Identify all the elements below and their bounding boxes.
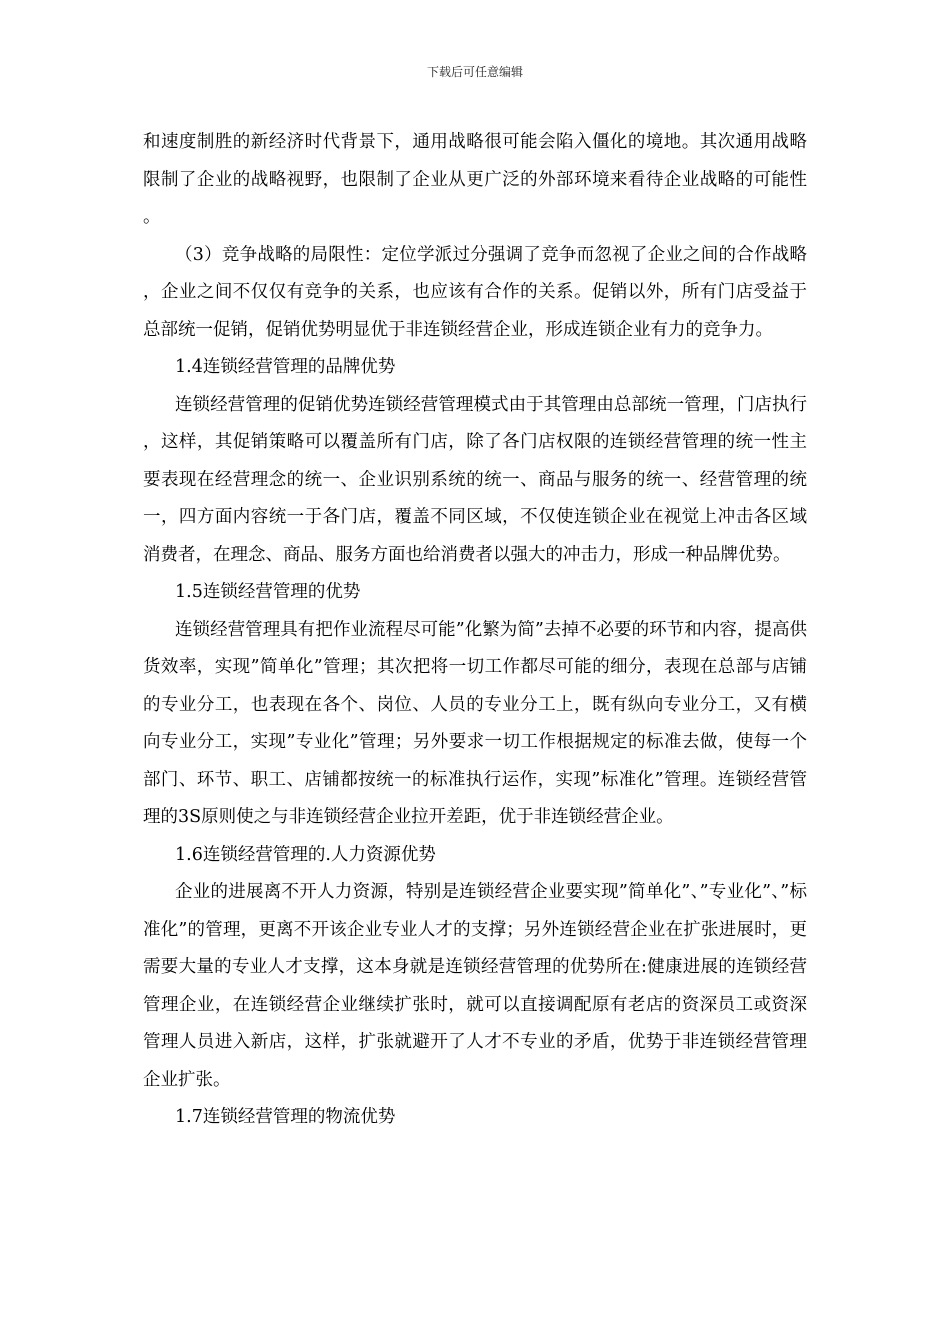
section-heading-1-7: 1.7连锁经营管理的物流优势	[175, 1107, 396, 1127]
paragraph-competitive-strategy-limitation: （3）竞争战略的局限性：定位学派过分强调了竞争而忽视了企业之间的合作战略，企业之间不仅仅有竞争的关系，也应该有合作的关系。促销以外，所有门店受益于总部统一促销，促销优势明显优于非连锁经营企业，形成连锁企业有力的竞争力。	[143, 244, 807, 340]
paragraph-human-resources: 企业的进展离不开人力资源，特别是连锁经营企业要实现”简单化”、”专业化”、”标准化”的管理，更离不开该企业专业人才的支撑；另外连锁经营企业在扩张进展时，更需要大量的专业人才支撑，这本身就是连锁经营管理的优势所在:健康进展的连锁经营管理企业，在连锁经营企业继续扩张时，就可以直接调配原有老店的资深员工或资深管理人员进入新店，这样，扩张就避开了人才不专业的矛盾，优势于非连锁经营管理企业扩张。	[143, 882, 807, 1090]
document-body	[143, 124, 807, 1137]
section-heading-1-6: 1.6连锁经营管理的.人力资源优势	[175, 844, 436, 865]
paragraph-brand-advantage: 连锁经营管理的促销优势连锁经营管理模式由于其管理由总部统一管理，门店执行，这样，其促销策略可以覆盖所有门店，除了各门店权限的连锁经营管理的统一性主要表现在经营理念的统一、企业识别系统的统一、商品与服务的统一、经营管理的统一，四方面内容统一于各门店，覆盖不同区域，不仅使连锁企业在视觉上冲击各区域消费者，在理念、商品、服务方面也给消费者以强大的冲击力，形成一种品牌优势。	[143, 394, 807, 565]
page-header: 下载后可任意编辑	[426, 65, 523, 79]
paragraph-continuation: 和速度制胜的新经济时代背景下，通用战略很可能会陷入僵化的境地。其次通用战略限制了企业的战略视野，也限制了企业从更广泛的外部环境来看待企业战略的可能性。	[143, 132, 807, 227]
section-heading-1-4: 1.4连锁经营管理的品牌优势	[175, 357, 396, 377]
section-heading-1-5: 1.5连锁经营管理的优势	[175, 582, 361, 602]
paragraph-3s-advantage: 连锁经营管理具有把作业流程尽可能”化繁为简”去掉不必要的环节和内容，提高供货效率，实现”简单化”管理；其次把将一切工作都尽可能的细分，表现在总部与店铺的专业分工，也表现在各个、岗位、人员的专业分工上，既有纵向专业分工，又有横向专业分工，实现”专业化”管理；另外要求一切工作根据规定的标准去做，使每一个部门、环节、职工、店铺都按统一的标准执行运作，实现”标准化”管理。连锁经营管理的3S原则使之与非连锁经营企业拉开差距，优于非连锁经营企业。	[143, 619, 807, 827]
